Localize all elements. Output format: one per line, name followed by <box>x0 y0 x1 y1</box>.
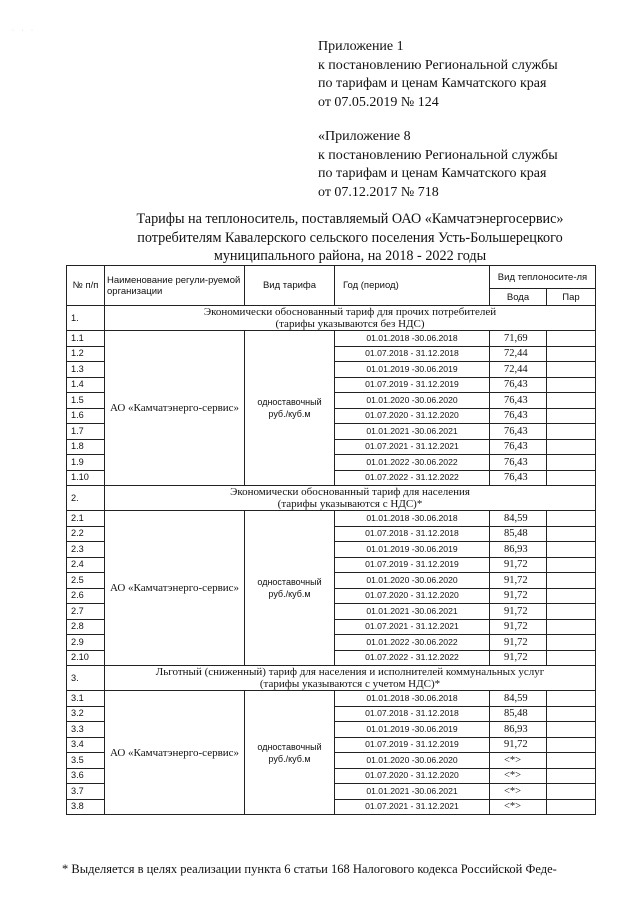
steam-value <box>547 470 596 486</box>
water-value: 91,72 <box>490 588 547 604</box>
tariff-kind: одноставочный руб./куб.м <box>245 511 335 666</box>
period-cell: 01.01.2018 -30.06.2018 <box>335 511 490 527</box>
header-period: Год (период) <box>335 266 490 306</box>
row-num: 2.4 <box>67 557 105 573</box>
water-value: 91,72 <box>490 573 547 589</box>
appendix-line: от 07.12.2017 № 718 <box>318 184 439 200</box>
title-line: Тарифы на теплоноситель, поставляемый ОАО «Камчатэнергосервис» <box>136 211 564 227</box>
section-num: 2. <box>67 486 105 511</box>
water-value: 76,43 <box>490 408 547 424</box>
period-cell: 01.01.2020 -30.06.2020 <box>335 573 490 589</box>
row-num: 2.8 <box>67 619 105 635</box>
water-value: 76,43 <box>490 470 547 486</box>
document-title <box>100 210 600 266</box>
row-num: 1.5 <box>67 393 105 409</box>
steam-value <box>547 557 596 573</box>
period-cell: 01.07.2019 - 31.12.2019 <box>335 377 490 393</box>
row-num: 3.2 <box>67 706 105 722</box>
section-header-row <box>67 666 596 691</box>
row-num: 1.8 <box>67 439 105 455</box>
water-value: 71,69 <box>490 331 547 347</box>
water-value: 76,43 <box>490 377 547 393</box>
period-cell: 01.07.2021 - 31.12.2021 <box>335 799 490 815</box>
header-kind: Вид тарифа <box>245 266 335 306</box>
row-num: 1.1 <box>67 331 105 347</box>
row-num: 2.3 <box>67 542 105 558</box>
steam-value <box>547 722 596 738</box>
section-subtitle-line: (тарифы указываются с учетом НДС)* <box>259 678 441 690</box>
water-value: <*> <box>490 753 547 769</box>
period-cell: 01.07.2020 - 31.12.2020 <box>335 768 490 784</box>
row-num: 1.2 <box>67 346 105 362</box>
steam-value <box>547 635 596 651</box>
period-cell: 01.07.2018 - 31.12.2018 <box>335 346 490 362</box>
row-num: 3.8 <box>67 799 105 815</box>
period-cell: 01.07.2018 - 31.12.2018 <box>335 706 490 722</box>
steam-value <box>547 753 596 769</box>
row-num: 3.1 <box>67 691 105 707</box>
section-title <box>105 306 596 331</box>
steam-value <box>547 511 596 527</box>
steam-value <box>547 604 596 620</box>
table-body <box>67 306 596 815</box>
water-value: 91,72 <box>490 557 547 573</box>
table-row <box>67 511 596 527</box>
header-num: № п/п <box>67 266 105 306</box>
section-header-row <box>67 306 596 331</box>
water-value: 91,72 <box>490 737 547 753</box>
steam-value <box>547 362 596 378</box>
row-num: 1.7 <box>67 424 105 440</box>
section-title-line: Льготный (сниженный) тариф для населения и исполнителей коммунальных услуг <box>155 666 545 678</box>
period-cell: 01.01.2022 -30.06.2022 <box>335 635 490 651</box>
water-value: 72,44 <box>490 346 547 362</box>
tariff-kind: одноставочный руб./куб.м <box>245 691 335 815</box>
table-row <box>67 331 596 347</box>
steam-value <box>547 799 596 815</box>
tariff-kind: одноставочный руб./куб.м <box>245 331 335 486</box>
water-value: 84,59 <box>490 691 547 707</box>
period-cell: 01.01.2019 -30.06.2019 <box>335 362 490 378</box>
period-cell: 01.01.2018 -30.06.2018 <box>335 691 490 707</box>
row-num: 3.5 <box>67 753 105 769</box>
period-cell: 01.07.2021 - 31.12.2021 <box>335 619 490 635</box>
row-num: 1.10 <box>67 470 105 486</box>
section-title-line: Экономически обоснованный тариф для населения <box>230 486 470 498</box>
header-org: Наименование регули-руемой организации <box>105 266 245 306</box>
table-row <box>67 691 596 707</box>
period-cell: 01.01.2021 -30.06.2021 <box>335 604 490 620</box>
steam-value <box>547 588 596 604</box>
header-water: Вода <box>490 289 547 306</box>
section-subtitle-line: (тарифы указываются с НДС)* <box>277 498 423 510</box>
org-name: АО «Камчатэнерго-сервис» <box>105 511 245 666</box>
period-cell: 01.01.2020 -30.06.2020 <box>335 753 490 769</box>
row-num: 2.5 <box>67 573 105 589</box>
steam-value <box>547 331 596 347</box>
section-header-row <box>67 486 596 511</box>
water-value: 72,44 <box>490 362 547 378</box>
section-title <box>105 666 596 691</box>
steam-value <box>547 650 596 666</box>
row-num: 3.3 <box>67 722 105 738</box>
water-value: 85,48 <box>490 526 547 542</box>
steam-value <box>547 768 596 784</box>
tariff-table <box>66 265 596 815</box>
period-cell: 01.07.2019 - 31.12.2019 <box>335 737 490 753</box>
water-value: 86,93 <box>490 722 547 738</box>
appendix-line: к постановлению Региональной службы <box>318 57 558 73</box>
period-cell: 01.07.2020 - 31.12.2020 <box>335 408 490 424</box>
section-num: 1. <box>67 306 105 331</box>
water-value: 76,43 <box>490 424 547 440</box>
row-num: 2.10 <box>67 650 105 666</box>
water-value: 76,43 <box>490 455 547 471</box>
water-value: 91,72 <box>490 619 547 635</box>
row-num: 1.4 <box>67 377 105 393</box>
period-cell: 01.01.2021 -30.06.2021 <box>335 784 490 800</box>
header-carrier: Вид теплоносите-ля <box>490 266 596 289</box>
period-cell: 01.01.2022 -30.06.2022 <box>335 455 490 471</box>
steam-value <box>547 784 596 800</box>
appendix-line: Приложение 1 <box>318 39 404 54</box>
steam-value <box>547 408 596 424</box>
title-line: потребителям Кавалерского сельского поселения Усть-Большерецкого <box>137 229 563 246</box>
org-name: АО «Камчатэнерго-сервис» <box>105 691 245 815</box>
period-cell: 01.01.2019 -30.06.2019 <box>335 542 490 558</box>
water-value: 85,48 <box>490 706 547 722</box>
steam-value <box>547 542 596 558</box>
steam-value <box>547 706 596 722</box>
period-cell: 01.07.2022 - 31.12.2022 <box>335 650 490 666</box>
section-title <box>105 486 596 511</box>
water-value: 84,59 <box>490 511 547 527</box>
appendix-line: к постановлению Региональной службы <box>318 147 558 163</box>
steam-value <box>547 737 596 753</box>
row-num: 3.4 <box>67 737 105 753</box>
appendix-8-header <box>318 128 628 202</box>
row-num: 1.9 <box>67 455 105 471</box>
water-value: <*> <box>490 768 547 784</box>
header-steam: Пар <box>547 289 596 306</box>
section-subtitle-line: (тарифы указываются без НДС) <box>275 318 425 330</box>
appendix-1-header <box>318 38 628 112</box>
row-num: 3.6 <box>67 768 105 784</box>
steam-value <box>547 424 596 440</box>
period-cell: 01.07.2018 - 31.12.2018 <box>335 526 490 542</box>
period-cell: 01.07.2022 - 31.12.2022 <box>335 470 490 486</box>
period-cell: 01.07.2019 - 31.12.2019 <box>335 557 490 573</box>
period-cell: 01.01.2021 -30.06.2021 <box>335 424 490 440</box>
water-value: 91,72 <box>490 604 547 620</box>
steam-value <box>547 573 596 589</box>
row-num: 2.6 <box>67 588 105 604</box>
appendix-line: по тарифам и ценам Камчатского края <box>318 166 547 181</box>
steam-value <box>547 526 596 542</box>
appendix-line: от 07.05.2019 № 124 <box>318 94 439 110</box>
water-value: 76,43 <box>490 439 547 455</box>
water-value: 91,72 <box>490 650 547 666</box>
scan-artifact: · · · <box>12 28 36 34</box>
water-value: 86,93 <box>490 542 547 558</box>
row-num: 1.3 <box>67 362 105 378</box>
steam-value <box>547 346 596 362</box>
steam-value <box>547 619 596 635</box>
footnote: * Выделяется в целях реализации пункта 6 статьи 168 Налогового кодекса Российской Феде- <box>62 862 557 876</box>
period-cell: 01.01.2018 -30.06.2018 <box>335 331 490 347</box>
period-cell: 01.07.2021 - 31.12.2021 <box>335 439 490 455</box>
period-cell: 01.01.2020 -30.06.2020 <box>335 393 490 409</box>
steam-value <box>547 377 596 393</box>
row-num: 2.7 <box>67 604 105 620</box>
appendix-line: по тарифам и ценам Камчатского края <box>318 76 547 91</box>
water-value: 91,72 <box>490 635 547 651</box>
steam-value <box>547 393 596 409</box>
section-num: 3. <box>67 666 105 691</box>
row-num: 3.7 <box>67 784 105 800</box>
appendix-line: «Приложение 8 <box>318 129 411 144</box>
row-num: 1.6 <box>67 408 105 424</box>
section-title-line: Экономически обоснованный тариф для прочих потребителей <box>203 306 497 318</box>
row-num: 2.2 <box>67 526 105 542</box>
period-cell: 01.01.2019 -30.06.2019 <box>335 722 490 738</box>
steam-value <box>547 439 596 455</box>
water-value: <*> <box>490 784 547 800</box>
period-cell: 01.07.2020 - 31.12.2020 <box>335 588 490 604</box>
org-name: АО «Камчатэнерго-сервис» <box>105 331 245 486</box>
steam-value <box>547 691 596 707</box>
row-num: 2.9 <box>67 635 105 651</box>
title-line: муниципального района, на 2018 - 2022 годы <box>213 248 487 264</box>
water-value: <*> <box>490 799 547 815</box>
steam-value <box>547 455 596 471</box>
water-value: 76,43 <box>490 393 547 409</box>
row-num: 2.1 <box>67 511 105 527</box>
